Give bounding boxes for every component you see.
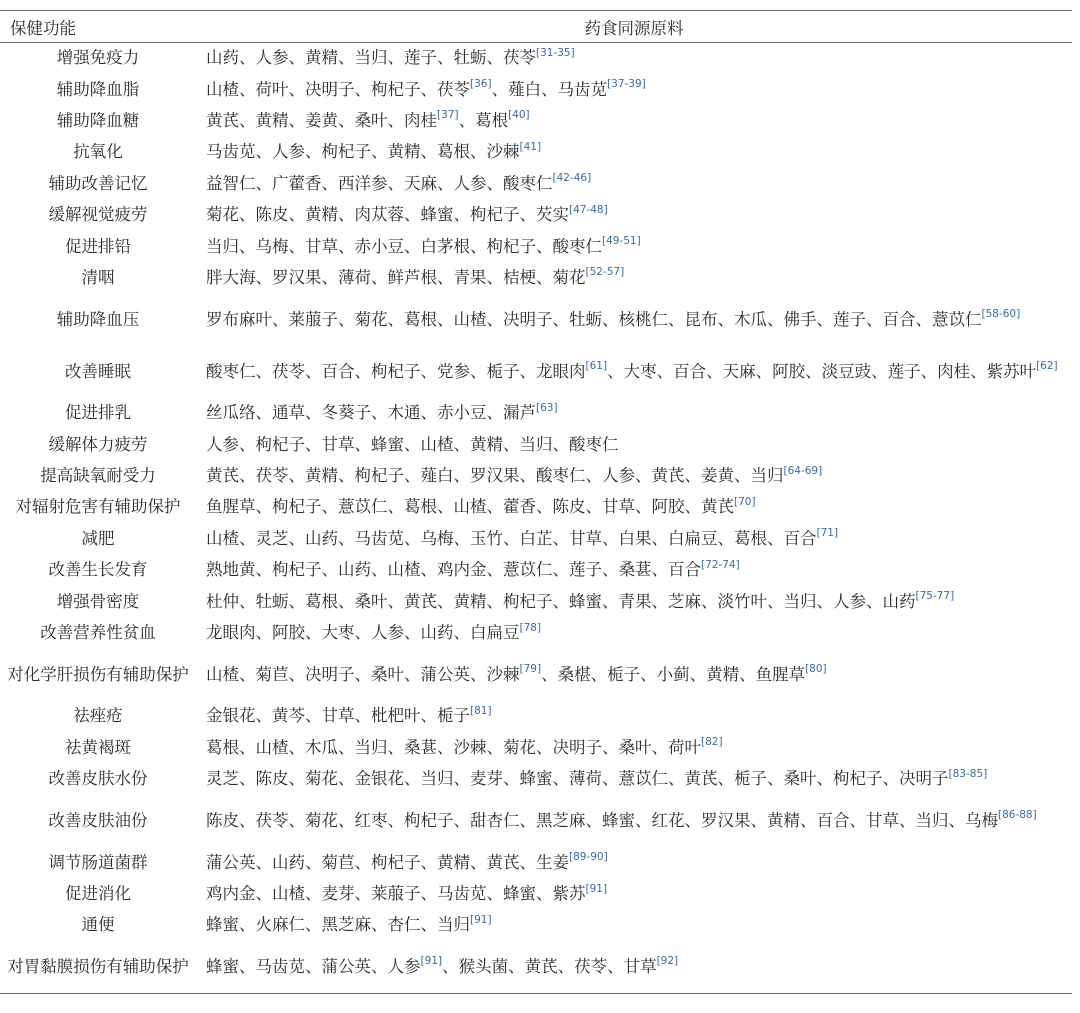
- function-cell: [0, 398, 196, 429]
- function-label: 通便: [81, 915, 115, 935]
- materials-cell: [196, 847, 1072, 878]
- materials-text: 、猴头菌、黄芪、茯苓、甘草: [442, 956, 657, 976]
- function-label: 促进消化: [65, 884, 131, 903]
- table-row: [0, 74, 1072, 105]
- function-cell: [0, 43, 196, 74]
- table-row: [0, 910, 1072, 941]
- header-materials: 药食同源原料: [584, 18, 684, 38]
- materials-text: 葛根、山楂、木瓜、当归、桑葚、沙棘、菊花、决明子、桑叶、荷叶: [206, 737, 701, 757]
- materials-cell: [196, 199, 1072, 230]
- table-row: [0, 617, 1072, 648]
- function-cell: [0, 795, 196, 847]
- reference-link[interactable]: [49-51]: [602, 235, 641, 248]
- materials-cell: [196, 617, 1072, 648]
- materials-text: 杜仲、牡蛎、葛根、桑叶、黄芪、黄精、枸杞子、蜂蜜、青果、芝麻、淡竹叶、当归、人参、山药: [206, 591, 916, 611]
- function-cell: [0, 346, 196, 398]
- table-row: [0, 555, 1072, 586]
- function-cell: [0, 617, 196, 648]
- function-label: 改善营养性贫血: [40, 623, 156, 643]
- reference-link[interactable]: [42-46]: [552, 172, 592, 185]
- materials-cell: [196, 398, 1072, 429]
- function-label: 对胃黏膜损伤有辅助保护: [7, 956, 189, 976]
- function-label: 抗氧化: [73, 142, 123, 162]
- table-row: [0, 346, 1072, 398]
- materials-cell: [196, 74, 1072, 105]
- table-row: [0, 492, 1072, 523]
- materials-text: 灵芝、陈皮、菊花、金银花、当归、麦芽、蜂蜜、薄荷、薏苡仁、黄芪、栀子、桑叶、枸杞子、决明子: [206, 769, 949, 789]
- materials-cell: [196, 460, 1072, 491]
- reference-link[interactable]: [61]: [585, 360, 608, 373]
- materials-cell: [196, 43, 1072, 74]
- table-row: [0, 398, 1072, 429]
- materials-text: 黄芪、茯苓、黄精、枸杞子、薤白、罗汉果、酸枣仁、人参、黄芪、姜黄、当归: [206, 466, 784, 486]
- materials-text: 山楂、灵芝、山药、马齿苋、乌梅、玉竹、白芷、甘草、白果、白扁豆、葛根、百合: [206, 528, 817, 548]
- materials-cell: [196, 492, 1072, 523]
- table-row: [0, 732, 1072, 763]
- reference-link[interactable]: [47-48]: [569, 203, 608, 216]
- materials-text: 人参、枸杞子、甘草、蜂蜜、山楂、黄精、当归、酸枣仁: [206, 434, 619, 454]
- reference-link[interactable]: [75-77]: [915, 590, 955, 603]
- function-label: 辅助降血糖: [56, 110, 140, 130]
- table-row: [0, 701, 1072, 732]
- reference-link[interactable]: [80]: [805, 663, 827, 676]
- function-cell: [0, 137, 196, 168]
- reference-link[interactable]: [58-60]: [981, 308, 1021, 321]
- reference-link[interactable]: [79]: [519, 663, 542, 676]
- materials-text: 益智仁、广藿香、西洋参、天麻、人参、酸枣仁: [206, 173, 553, 193]
- function-cell: [0, 764, 196, 795]
- materials-cell: [196, 231, 1072, 262]
- function-cell: [0, 74, 196, 105]
- materials-text: 山楂、菊苣、决明子、桑叶、蒲公英、沙棘: [206, 664, 520, 684]
- function-label: 改善皮肤水份: [48, 769, 148, 789]
- materials-text: 蜂蜜、马齿苋、蒲公英、人参: [206, 956, 421, 976]
- materials-text: 蜂蜜、火麻仁、黑芝麻、杏仁、当归: [206, 915, 470, 935]
- function-cell: [0, 701, 196, 732]
- materials-cell: [196, 555, 1072, 586]
- function-cell: [0, 460, 196, 491]
- materials-text: 当归、乌梅、甘草、赤小豆、白茅根、枸杞子、酸枣仁: [206, 236, 602, 256]
- reference-link[interactable]: [52-57]: [585, 266, 625, 279]
- reference-link[interactable]: [82]: [701, 736, 723, 749]
- table-header-row: [0, 11, 1072, 43]
- materials-cell: [196, 878, 1072, 909]
- function-cell: [0, 941, 196, 993]
- reference-link[interactable]: [40]: [508, 109, 530, 122]
- function-label: 增强骨密度: [56, 591, 140, 611]
- table-row: [0, 262, 1072, 293]
- materials-cell: [196, 701, 1072, 732]
- function-label: 对化学肝损伤有辅助保护: [7, 664, 189, 684]
- materials-text: 陈皮、茯苓、菊花、红枣、枸杞子、甜杏仁、黑芝麻、蜂蜜、红花、罗汉果、黄精、百合、甘草、当归、乌梅: [206, 810, 998, 830]
- materials-text: 、薤白、马齿苋: [491, 79, 608, 99]
- function-label: 辅助降血脂: [56, 79, 140, 99]
- materials-cell: [196, 732, 1072, 763]
- function-cell: [0, 294, 196, 346]
- reference-link[interactable]: [62]: [1036, 360, 1058, 373]
- table-row: [0, 847, 1072, 878]
- function-label: 辅助改善记忆: [48, 173, 148, 193]
- materials-text: 、大枣、百合、天麻、阿胶、淡豆豉、莲子、肉桂、紫苏叶: [607, 361, 1037, 381]
- table-row: [0, 523, 1072, 554]
- materials-text: 、葛根: [458, 110, 509, 130]
- header-function: 保健功能: [10, 18, 76, 38]
- reference-link[interactable]: [92]: [656, 955, 679, 968]
- reference-link[interactable]: [72-74]: [701, 558, 740, 571]
- reference-link[interactable]: [91]: [420, 955, 443, 968]
- table-body: [0, 43, 1072, 994]
- table-row: [0, 429, 1072, 460]
- table-row: [0, 294, 1072, 346]
- materials-cell: [196, 523, 1072, 554]
- function-label: 改善睡眠: [65, 361, 131, 381]
- materials-cell: [196, 586, 1072, 617]
- function-cell: [0, 168, 196, 199]
- materials-cell: [196, 649, 1072, 701]
- materials-text: 胖大海、罗汉果、薄荷、鲜芦根、青果、桔梗、菊花: [206, 267, 586, 287]
- reference-link[interactable]: [81]: [470, 704, 492, 717]
- materials-cell: [196, 795, 1072, 847]
- materials-text: 、桑椹、栀子、小蓟、黄精、鱼腥草: [541, 664, 806, 684]
- materials-cell: [196, 262, 1072, 293]
- materials-cell: [196, 941, 1072, 993]
- function-label: 增强免疫力: [56, 48, 140, 68]
- table-row: [0, 795, 1072, 847]
- materials-cell: [196, 429, 1072, 460]
- function-cell: [0, 429, 196, 460]
- function-label: 缓解体力疲劳: [48, 434, 148, 454]
- function-cell: [0, 523, 196, 554]
- function-label: 改善生长发育: [48, 560, 148, 580]
- materials-text: 酸枣仁、茯苓、百合、枸杞子、党参、栀子、龙眼肉: [206, 361, 586, 381]
- reference-link[interactable]: [91]: [470, 913, 492, 926]
- reference-link[interactable]: [83-85]: [948, 767, 988, 780]
- reference-link[interactable]: [71]: [816, 527, 839, 540]
- materials-text: 黄芪、黄精、姜黄、桑叶、肉桂: [206, 110, 437, 130]
- table-row: [0, 199, 1072, 230]
- materials-text: 熟地黄、枸杞子、山药、山楂、鸡内金、薏苡仁、莲子、桑葚、百合: [206, 560, 701, 580]
- materials-cell: [196, 910, 1072, 941]
- function-label: 辅助降血压: [56, 309, 140, 329]
- table-row: [0, 137, 1072, 168]
- materials-text: 马齿苋、人参、枸杞子、黄精、葛根、沙棘: [206, 142, 520, 162]
- function-cell: [0, 105, 196, 136]
- function-cell: [0, 649, 196, 701]
- reference-link[interactable]: [63]: [536, 401, 558, 414]
- materials-cell: [196, 764, 1072, 795]
- materials-text: 鱼腥草、枸杞子、薏苡仁、葛根、山楂、藿香、陈皮、甘草、阿胶、黄芪: [206, 497, 734, 517]
- materials-text: 丝瓜络、通草、冬葵子、木通、赤小豆、漏芦: [206, 403, 536, 423]
- function-cell: [0, 555, 196, 586]
- table-row: [0, 460, 1072, 491]
- table-row: [0, 878, 1072, 909]
- function-label: 缓解视觉疲劳: [48, 205, 148, 225]
- table-row: [0, 649, 1072, 701]
- function-label: 祛痤疮: [73, 706, 123, 726]
- reference-link[interactable]: [37-39]: [607, 78, 646, 91]
- function-label: 对辐射危害有辅助保护: [15, 497, 181, 517]
- reference-link[interactable]: [37]: [437, 109, 459, 122]
- function-cell: [0, 199, 196, 230]
- reference-link[interactable]: [91]: [585, 882, 608, 895]
- function-cell: [0, 910, 196, 941]
- function-label: 改善皮肤油份: [48, 810, 148, 830]
- materials-text: 山药、人参、黄精、当归、莲子、牡蛎、茯苓: [206, 48, 536, 68]
- materials-text: 蒲公英、山药、菊苣、枸杞子、黄精、黄芪、生姜: [206, 852, 569, 872]
- reference-link[interactable]: [89-90]: [569, 851, 608, 864]
- reference-link[interactable]: [36]: [470, 78, 492, 91]
- table-row: [0, 168, 1072, 199]
- function-cell: [0, 231, 196, 262]
- function-label: 调节肠道菌群: [48, 852, 148, 872]
- materials-text: 龙眼肉、阿胶、大枣、人参、山药、白扁豆: [206, 623, 520, 643]
- function-label: 促进排铅: [65, 236, 131, 256]
- function-cell: [0, 732, 196, 763]
- reference-link[interactable]: [41]: [519, 140, 542, 153]
- table-row: [0, 105, 1072, 136]
- materials-cell: [196, 137, 1072, 168]
- table-row: [0, 941, 1072, 993]
- reference-link[interactable]: [86-88]: [998, 809, 1037, 822]
- materials-cell: [196, 168, 1072, 199]
- table-row: [0, 231, 1072, 262]
- materials-text: 罗布麻叶、莱菔子、菊花、葛根、山楂、决明子、牡蛎、核桃仁、昆布、木瓜、佛手、莲子、百合、薏苡仁: [206, 309, 982, 329]
- table-row: [0, 764, 1072, 795]
- function-cell: [0, 262, 196, 293]
- function-label: 促进排乳: [65, 403, 131, 423]
- function-cell: [0, 586, 196, 617]
- table-row: [0, 586, 1072, 617]
- function-cell: [0, 847, 196, 878]
- health-function-table: [0, 10, 1072, 994]
- materials-cell: [196, 346, 1072, 398]
- reference-link[interactable]: [70]: [734, 495, 756, 508]
- function-label: 提高缺氧耐受力: [40, 466, 156, 486]
- materials-text: 金银花、黄芩、甘草、枇杷叶、栀子: [206, 706, 470, 726]
- function-label: 清咽: [81, 267, 115, 287]
- materials-text: 鸡内金、山楂、麦芽、莱菔子、马齿苋、蜂蜜、紫苏: [206, 884, 586, 903]
- reference-link[interactable]: [78]: [519, 621, 542, 634]
- reference-link[interactable]: [31-35]: [536, 46, 575, 59]
- reference-link[interactable]: [64-69]: [783, 464, 823, 477]
- materials-cell: [196, 294, 1072, 346]
- table-row: [0, 43, 1072, 74]
- function-cell: [0, 492, 196, 523]
- materials-cell: [196, 105, 1072, 136]
- materials-text: 菊花、陈皮、黄精、肉苁蓉、蜂蜜、枸杞子、芡实: [206, 205, 569, 225]
- function-label: 减肥: [81, 528, 115, 548]
- materials-text: 山楂、荷叶、决明子、枸杞子、茯苓: [206, 79, 470, 99]
- function-cell: [0, 878, 196, 909]
- function-label: 祛黄褐斑: [65, 737, 131, 757]
